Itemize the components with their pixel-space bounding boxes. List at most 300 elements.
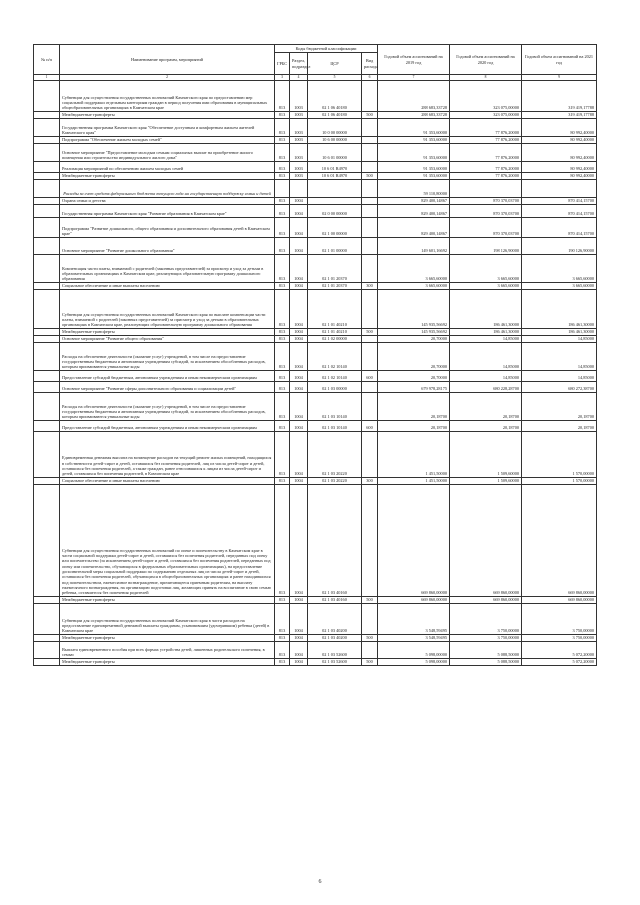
row-vid-cell <box>362 254 378 282</box>
row-2021-cell: 186 461,30000 <box>522 328 597 335</box>
row-2021-cell: 5 072,20000 <box>522 658 597 665</box>
row-csr-cell: 02 1 03 52600 <box>308 641 362 658</box>
row-2019-cell: 669 860,00000 <box>378 596 450 603</box>
table-row <box>34 197 597 204</box>
row-razdel-cell: 1004 <box>290 634 308 641</box>
row-2019-cell: 669 860,00000 <box>378 484 450 596</box>
row-csr-cell: 02 1 01 40210 <box>308 328 362 335</box>
row-num-cell <box>34 658 60 665</box>
row-razdel-cell: 1004 <box>290 289 308 328</box>
row-vid-cell: 500 <box>362 658 378 665</box>
row-2020-cell: 323 075,00000 <box>450 111 522 118</box>
row-csr-cell: 10 6 01 R4970 <box>308 172 362 179</box>
row-grbs-cell: 813 <box>275 603 290 634</box>
row-num-cell <box>34 254 60 282</box>
row-name-cell: Субвенции для осуществления государственных полномочий Камчатского края в части расходов на предоставление единовременной денежной выплаты гражданам, усыновившим (удочерившим) ребенка (детей) в Камчатском крае <box>60 603 275 634</box>
row-2019-cell: 288 683,33728 <box>378 80 450 111</box>
table-row <box>34 335 597 342</box>
row-csr-cell: 02 1 03 40200 <box>308 634 362 641</box>
table-row <box>34 282 597 289</box>
row-num-cell <box>34 161 60 172</box>
row-num-cell <box>34 172 60 179</box>
row-razdel-cell: 1004 <box>290 254 308 282</box>
row-name-cell: Межбюджетные трансферты <box>60 172 275 179</box>
table-row <box>34 172 597 179</box>
row-csr-cell: 10 6 01 00000 <box>308 143 362 161</box>
row-grbs-cell: 813 <box>275 197 290 204</box>
row-2019-cell: 5 098,00000 <box>378 658 450 665</box>
row-num-cell <box>34 237 60 254</box>
row-csr-cell: 02 1 03 52600 <box>308 658 362 665</box>
row-name-cell: Социальное обеспечение и иные выплаты населению <box>60 477 275 484</box>
row-2021-cell: 5 072,20000 <box>522 641 597 658</box>
table-row <box>34 392 597 420</box>
row-2019-cell: 91 353,60000 <box>378 136 450 143</box>
row-name-cell: Субвенции для осуществления государственных полномочий по опеке и попечительству в Камчатском крае в части социальной поддержки детей-сирот и детей, оставшихся без попечения родителей, переданных под опеку или попечительство (за исключением детей-сирот и детей, оставшихся без попечения родителей, переданных под опеку или попечительство, обучающихся в федеральных образовательных организациях), на предоставление дополнительной меры социальной поддержки по содержанию отдельных лиц из числа детей-сирот и детей, оставшихся без попечения родителей, обучающихся в общеобразовательных организациях и ранее находившихся под попечительством, ежемесячное вознаграждение, причитающееся приемным родителям, на выплату ежемесячного вознаграждения, на организацию подготовки лиц, желающих принять на воспитание в свою семью ребенка, оставшегося без попечения родителей <box>60 484 275 596</box>
row-name-cell: Реализация мероприятий по обеспечению жильем молодых семей <box>60 161 275 172</box>
row-name-cell: Предоставление субсидий бюджетным, автономным учреждениям и иным некоммерческим организациям <box>60 370 275 381</box>
row-num-cell <box>34 204 60 217</box>
row-2019-cell: 91 353,60000 <box>378 143 450 161</box>
row-2019-cell: 91 353,60000 <box>378 118 450 136</box>
row-csr-cell: 02 1 03 10140 <box>308 420 362 431</box>
row-2021-cell: 870 414,15700 <box>522 217 597 237</box>
row-name-cell: Межбюджетные трансферты <box>60 111 275 118</box>
row-2020-cell: 3 665,60000 <box>450 282 522 289</box>
row-name-cell: Расходы на обеспечение деятельности (оказание услуг) учреждений, в том числе на предоставление государственным бюджетным и автономным учреждениям субсидий, за исключением обособленных расходов, которым присваиваются уникальные коды <box>60 392 275 420</box>
row-vid-cell <box>362 179 378 197</box>
row-grbs-cell: 813 <box>275 204 290 217</box>
row-razdel-cell: 1004 <box>290 431 308 477</box>
budget-table <box>33 44 597 666</box>
row-2021-cell: 14,85000 <box>522 335 597 342</box>
table-row <box>34 431 597 477</box>
row-razdel-cell: 1004 <box>290 658 308 665</box>
row-num-cell <box>34 596 60 603</box>
row-2019-cell: 3 665,60000 <box>378 282 450 289</box>
row-name-cell: Расходы за счет средств федерального бюджета текущего года на государственную поддержку семьи и детей <box>60 179 275 197</box>
row-2021-cell: 1 570,00000 <box>522 431 597 477</box>
row-razdel-cell: 1004 <box>290 237 308 254</box>
index-cell: 8 <box>450 75 522 81</box>
row-vid-cell: 300 <box>362 282 378 289</box>
row-2021-cell: 669 860,00000 <box>522 596 597 603</box>
row-num-cell <box>34 217 60 237</box>
index-cell: 3 <box>275 75 290 81</box>
row-grbs-cell: 813 <box>275 80 290 111</box>
row-name-cell: Межбюджетные трансферты <box>60 658 275 665</box>
row-grbs-cell: 813 <box>275 289 290 328</box>
row-name-cell: Основное мероприятие "Развитие дошкольного образования" <box>60 237 275 254</box>
row-grbs-cell: 813 <box>275 420 290 431</box>
row-name-cell: Субвенции для осуществления государственных полномочий Камчатского края по предоставлению мер социальной поддержки отдельным категориям граждан в период получения ими образования в муниципальных общеобразовательных организациях в Камчатском крае <box>60 80 275 111</box>
row-num-cell <box>34 136 60 143</box>
row-csr-cell: 02 1 03 20220 <box>308 431 362 477</box>
row-2019-cell: 91 353,60000 <box>378 161 450 172</box>
row-grbs-cell: 813 <box>275 335 290 342</box>
row-vid-cell <box>362 335 378 342</box>
row-vid-cell <box>362 118 378 136</box>
row-vid-cell: 600 <box>362 420 378 431</box>
table-row <box>34 118 597 136</box>
header-name: Наименование программ, мероприятий <box>60 45 275 75</box>
row-razdel-cell: 1004 <box>290 603 308 634</box>
row-2020-cell: 20,18700 <box>450 392 522 420</box>
row-2021-cell: 1 570,00000 <box>522 477 597 484</box>
row-2019-cell: 679 978,28175 <box>378 381 450 392</box>
row-razdel-cell: 1003 <box>290 80 308 111</box>
row-razdel-cell: 1003 <box>290 161 308 172</box>
index-cell: 2 <box>60 75 275 81</box>
row-num-cell <box>34 328 60 335</box>
row-2020-cell: 3 750,00000 <box>450 603 522 634</box>
table-row <box>34 342 597 370</box>
row-grbs-cell: 813 <box>275 477 290 484</box>
row-2019-cell: 145 935,56692 <box>378 328 450 335</box>
row-num-cell <box>34 335 60 342</box>
row-name-cell: Основное мероприятие "Предоставление молодым семьям социальных выплат на приобретение жилого помещения или строительство индивидуального жилого дома" <box>60 143 275 161</box>
row-2021-cell: 80 992,40000 <box>522 136 597 143</box>
index-cell: 9 <box>522 75 597 81</box>
row-csr-cell: 02 1 03 20220 <box>308 477 362 484</box>
row-num-cell <box>34 641 60 658</box>
row-grbs-cell: 813 <box>275 658 290 665</box>
row-2020-cell: 323 075,00000 <box>450 80 522 111</box>
row-2019-cell: 20,18700 <box>378 392 450 420</box>
table-row <box>34 80 597 111</box>
table-row <box>34 370 597 381</box>
row-razdel-cell: 1003 <box>290 118 308 136</box>
row-vid-cell: 500 <box>362 328 378 335</box>
table-row <box>34 634 597 641</box>
row-csr-cell: 02 1 03 40200 <box>308 603 362 634</box>
row-grbs-cell: 813 <box>275 136 290 143</box>
row-2020-cell: 77 876,20000 <box>450 143 522 161</box>
row-vid-cell: 500 <box>362 172 378 179</box>
row-2019-cell: 829 400,14867 <box>378 217 450 237</box>
table-row <box>34 596 597 603</box>
row-razdel-cell <box>290 179 308 197</box>
row-csr-cell: 02 1 03 40160 <box>308 484 362 596</box>
row-2021-cell: 20,18700 <box>522 420 597 431</box>
row-num-cell <box>34 634 60 641</box>
row-name-cell: Единовременная денежная выплата на возмещение расходов на текущий ремонт жилых помещений, находящихся в собственности детей-сирот и детей, оставшихся без попечения родителей, лиц из числа детей-сирот и детей, оставшихся без попечения родителей, а также граждан, ранее относившихся к лицам из числа детей-сирот и детей, оставшихся без попечения родителей, в Камчатском крае <box>60 431 275 477</box>
table-row <box>34 603 597 634</box>
row-2020-cell: 77 876,20000 <box>450 118 522 136</box>
row-vid-cell <box>362 484 378 596</box>
row-2019-cell: 829 400,14867 <box>378 204 450 217</box>
row-2021-cell: 80 992,40000 <box>522 172 597 179</box>
row-2020-cell: 680 228,28700 <box>450 381 522 392</box>
row-csr-cell: 10 0 00 00000 <box>308 118 362 136</box>
row-2020-cell: 186 461,30000 <box>450 289 522 328</box>
row-csr-cell: 02 1 01 20370 <box>308 282 362 289</box>
header-2020: Годовой объем ассигнований на 2020 год <box>450 45 522 75</box>
row-name-cell: Подпрограмма "Развитие дошкольного, общего образования и дополнительного образования детей в Камчатском крае" <box>60 217 275 237</box>
row-name-cell: Основное мероприятие "Развитие сферы дополнительного образования и социализации детей" <box>60 381 275 392</box>
row-vid-cell <box>362 161 378 172</box>
index-cell: 7 <box>378 75 450 81</box>
row-csr-cell: 02 1 03 00000 <box>308 381 362 392</box>
row-csr-cell: 02 1 00 00000 <box>308 217 362 237</box>
row-vid-cell <box>362 641 378 658</box>
row-csr-cell: 02 1 01 20370 <box>308 254 362 282</box>
row-grbs-cell: 813 <box>275 143 290 161</box>
row-grbs-cell: 813 <box>275 392 290 420</box>
header-codes-group: Коды бюджетной классификации <box>275 45 378 53</box>
row-2021-cell: 3 750,00000 <box>522 603 597 634</box>
row-num-cell <box>34 381 60 392</box>
row-csr-cell: 02 1 02 10140 <box>308 342 362 370</box>
index-cell: 1 <box>34 75 60 81</box>
row-vid-cell: 600 <box>362 370 378 381</box>
row-vid-cell: 300 <box>362 477 378 484</box>
row-2020-cell: 14,85000 <box>450 335 522 342</box>
row-csr-cell: 02 1 01 00000 <box>308 237 362 254</box>
row-2021-cell: 14,85000 <box>522 342 597 370</box>
row-name-cell: Межбюджетные трансферты <box>60 328 275 335</box>
table-row <box>34 477 597 484</box>
row-2020-cell: 870 370,03700 <box>450 204 522 217</box>
row-2021-cell: 319 419,17788 <box>522 80 597 111</box>
row-csr-cell: 10 6 01 R4970 <box>308 161 362 172</box>
row-2021-cell: 870 414,15700 <box>522 204 597 217</box>
row-grbs-cell: 813 <box>275 217 290 237</box>
row-num-cell <box>34 342 60 370</box>
row-2020-cell: 1 509,60000 <box>450 431 522 477</box>
row-2019-cell: 20,70000 <box>378 342 450 370</box>
row-csr-cell: 10 6 00 00000 <box>308 136 362 143</box>
table-row <box>34 328 597 335</box>
row-2020-cell: 20,18700 <box>450 420 522 431</box>
index-cell: 5 <box>308 75 362 81</box>
row-vid-cell <box>362 197 378 204</box>
row-csr-cell: 02 1 01 40210 <box>308 289 362 328</box>
row-2019-cell: 288 683,33728 <box>378 111 450 118</box>
row-num-cell <box>34 197 60 204</box>
row-2019-cell: 3 548,59495 <box>378 634 450 641</box>
row-2020-cell: 669 860,00000 <box>450 596 522 603</box>
row-num-cell <box>34 484 60 596</box>
row-name-cell: Выплата единовременного пособия при всех формах устройства детей, лишенных родительского попечения, в семью <box>60 641 275 658</box>
row-2021-cell: 3 750,00000 <box>522 634 597 641</box>
row-name-cell: Межбюджетные трансферты <box>60 634 275 641</box>
row-num-cell <box>34 80 60 111</box>
row-2020-cell: 186 461,30000 <box>450 328 522 335</box>
row-num-cell <box>34 143 60 161</box>
row-2021-cell: 319 419,17788 <box>522 111 597 118</box>
row-2019-cell: 20,70000 <box>378 370 450 381</box>
row-name-cell: Государственная программа Камчатского края "Развитие образования в Камчатском крае" <box>60 204 275 217</box>
row-grbs-cell: 813 <box>275 254 290 282</box>
table-header <box>34 45 597 81</box>
row-grbs-cell <box>275 179 290 197</box>
row-razdel-cell: 1004 <box>290 282 308 289</box>
row-vid-cell <box>362 136 378 143</box>
row-razdel-cell: 1003 <box>290 143 308 161</box>
row-razdel-cell: 1004 <box>290 596 308 603</box>
row-csr-cell: 02 1 03 40160 <box>308 596 362 603</box>
row-2020-cell: 5 088,50000 <box>450 641 522 658</box>
row-num-cell <box>34 392 60 420</box>
table-row <box>34 237 597 254</box>
row-razdel-cell: 1004 <box>290 335 308 342</box>
row-razdel-cell: 1004 <box>290 197 308 204</box>
row-vid-cell <box>362 289 378 328</box>
header-razdel: Раздел, подраздел <box>290 53 308 75</box>
row-2021-cell: 20,18700 <box>522 392 597 420</box>
row-vid-cell <box>362 80 378 111</box>
row-name-cell: Охрана семьи и детства <box>60 197 275 204</box>
row-num-cell <box>34 603 60 634</box>
row-grbs-cell: 813 <box>275 431 290 477</box>
row-2021-cell: 14,85000 <box>522 370 597 381</box>
table-row <box>34 111 597 118</box>
row-2019-cell: 1 451,50000 <box>378 477 450 484</box>
header-num: № п/п <box>34 45 60 75</box>
row-csr-cell: 02 1 03 10140 <box>308 392 362 420</box>
row-name-cell: Предоставление субсидий бюджетным, автономным учреждениям и иным некоммерческим организациям <box>60 420 275 431</box>
row-vid-cell: 500 <box>362 111 378 118</box>
row-2019-cell: 1 451,50000 <box>378 431 450 477</box>
row-razdel-cell: 1004 <box>290 217 308 237</box>
row-vid-cell <box>362 603 378 634</box>
row-razdel-cell: 1003 <box>290 111 308 118</box>
row-2021-cell: 80 992,40000 <box>522 143 597 161</box>
row-grbs-cell: 813 <box>275 118 290 136</box>
row-grbs-cell: 813 <box>275 641 290 658</box>
row-name-cell: Межбюджетные трансферты <box>60 596 275 603</box>
row-vid-cell <box>362 143 378 161</box>
row-2021-cell: 3 665,60000 <box>522 254 597 282</box>
row-name-cell: Социальное обеспечение и иные выплаты населению <box>60 282 275 289</box>
row-2019-cell: 20,70000 <box>378 335 450 342</box>
row-razdel-cell: 1004 <box>290 420 308 431</box>
row-vid-cell <box>362 431 378 477</box>
table-row <box>34 254 597 282</box>
row-2019-cell: 145 935,56692 <box>378 289 450 328</box>
row-vid-cell <box>362 342 378 370</box>
row-num-cell <box>34 118 60 136</box>
header-vid: Вид расхода <box>362 53 378 75</box>
row-num-cell <box>34 282 60 289</box>
row-csr-cell: 02 0 00 00000 <box>308 204 362 217</box>
row-2020-cell: 3 750,00000 <box>450 634 522 641</box>
row-csr-cell <box>308 179 362 197</box>
row-2019-cell: 149 601,16692 <box>378 237 450 254</box>
table-row <box>34 420 597 431</box>
table-body <box>34 80 597 665</box>
row-2020-cell: 1 509,60000 <box>450 477 522 484</box>
row-2020-cell: 198 126,90000 <box>450 237 522 254</box>
row-2021-cell <box>522 179 597 197</box>
row-2020-cell: 870 370,03700 <box>450 217 522 237</box>
row-2019-cell: 5 098,00000 <box>378 641 450 658</box>
table-row <box>34 484 597 596</box>
row-num-cell <box>34 477 60 484</box>
table-row <box>34 179 597 197</box>
row-2020-cell: 77 876,20000 <box>450 161 522 172</box>
row-2020-cell: 870 370,03700 <box>450 197 522 204</box>
row-vid-cell <box>362 204 378 217</box>
row-num-cell <box>34 289 60 328</box>
row-2021-cell: 669 860,00000 <box>522 484 597 596</box>
row-razdel-cell: 1004 <box>290 381 308 392</box>
row-razdel-cell: 1004 <box>290 477 308 484</box>
row-2021-cell: 3 665,60000 <box>522 282 597 289</box>
row-razdel-cell: 1003 <box>290 136 308 143</box>
row-grbs-cell: 813 <box>275 161 290 172</box>
row-2020-cell: 3 665,60000 <box>450 254 522 282</box>
row-num-cell <box>34 420 60 431</box>
table-row <box>34 161 597 172</box>
row-razdel-cell: 1004 <box>290 342 308 370</box>
row-2020-cell: 14,85000 <box>450 342 522 370</box>
index-cell: 4 <box>290 75 308 81</box>
row-csr-cell: 02 1 06 40180 <box>308 111 362 118</box>
row-vid-cell <box>362 392 378 420</box>
page-number: 6 <box>318 879 322 885</box>
row-2019-cell: 829 400,14867 <box>378 197 450 204</box>
row-2019-cell: 3 665,60000 <box>378 254 450 282</box>
row-grbs-cell: 813 <box>275 328 290 335</box>
row-grbs-cell: 813 <box>275 596 290 603</box>
row-2019-cell: 3 548,59495 <box>378 603 450 634</box>
row-num-cell <box>34 431 60 477</box>
row-2021-cell: 870 414,15700 <box>522 197 597 204</box>
row-name-cell: Расходы на обеспечение деятельности (оказание услуг) учреждений, в том числе на предоставление государственным бюджетным и автономным учреждениям субсидий, за исключением обособленных расходов, которым присваиваются уникальные коды <box>60 342 275 370</box>
row-2020-cell: 77 876,20000 <box>450 172 522 179</box>
row-name-cell: Государственная программа Камчатского края "Обеспечение доступным и комфортным жильем жителей Камчатского края" <box>60 118 275 136</box>
row-vid-cell <box>362 237 378 254</box>
row-razdel-cell: 1004 <box>290 370 308 381</box>
table-row <box>34 217 597 237</box>
row-2020-cell <box>450 179 522 197</box>
row-razdel-cell: 1004 <box>290 204 308 217</box>
row-csr-cell: 02 1 02 00000 <box>308 335 362 342</box>
row-2019-cell: 20,18700 <box>378 420 450 431</box>
header-2019: Годовой объем ассигнований на 2019 год <box>378 45 450 75</box>
header-2021: Годовой объем ассигнований на 2021 год <box>522 45 597 75</box>
row-vid-cell <box>362 381 378 392</box>
row-grbs-cell: 813 <box>275 172 290 179</box>
row-razdel-cell: 1003 <box>290 172 308 179</box>
row-razdel-cell: 1004 <box>290 641 308 658</box>
row-2019-cell: 91 353,60000 <box>378 172 450 179</box>
row-razdel-cell: 1004 <box>290 392 308 420</box>
row-name-cell: Основное мероприятие "Развитие общего образования" <box>60 335 275 342</box>
row-grbs-cell: 813 <box>275 484 290 596</box>
table-row <box>34 204 597 217</box>
row-grbs-cell: 813 <box>275 342 290 370</box>
row-2019-cell: 59 110,80000 <box>378 179 450 197</box>
table-row <box>34 289 597 328</box>
row-2020-cell: 77 876,20000 <box>450 136 522 143</box>
row-grbs-cell: 813 <box>275 237 290 254</box>
row-num-cell <box>34 179 60 197</box>
row-grbs-cell: 813 <box>275 381 290 392</box>
row-csr-cell: 02 1 02 10140 <box>308 370 362 381</box>
row-2021-cell: 80 992,40000 <box>522 118 597 136</box>
row-grbs-cell: 813 <box>275 370 290 381</box>
row-vid-cell: 500 <box>362 596 378 603</box>
row-razdel-cell: 1004 <box>290 328 308 335</box>
row-csr-cell <box>308 197 362 204</box>
table-row <box>34 143 597 161</box>
row-num-cell <box>34 111 60 118</box>
row-vid-cell <box>362 217 378 237</box>
row-num-cell <box>34 370 60 381</box>
